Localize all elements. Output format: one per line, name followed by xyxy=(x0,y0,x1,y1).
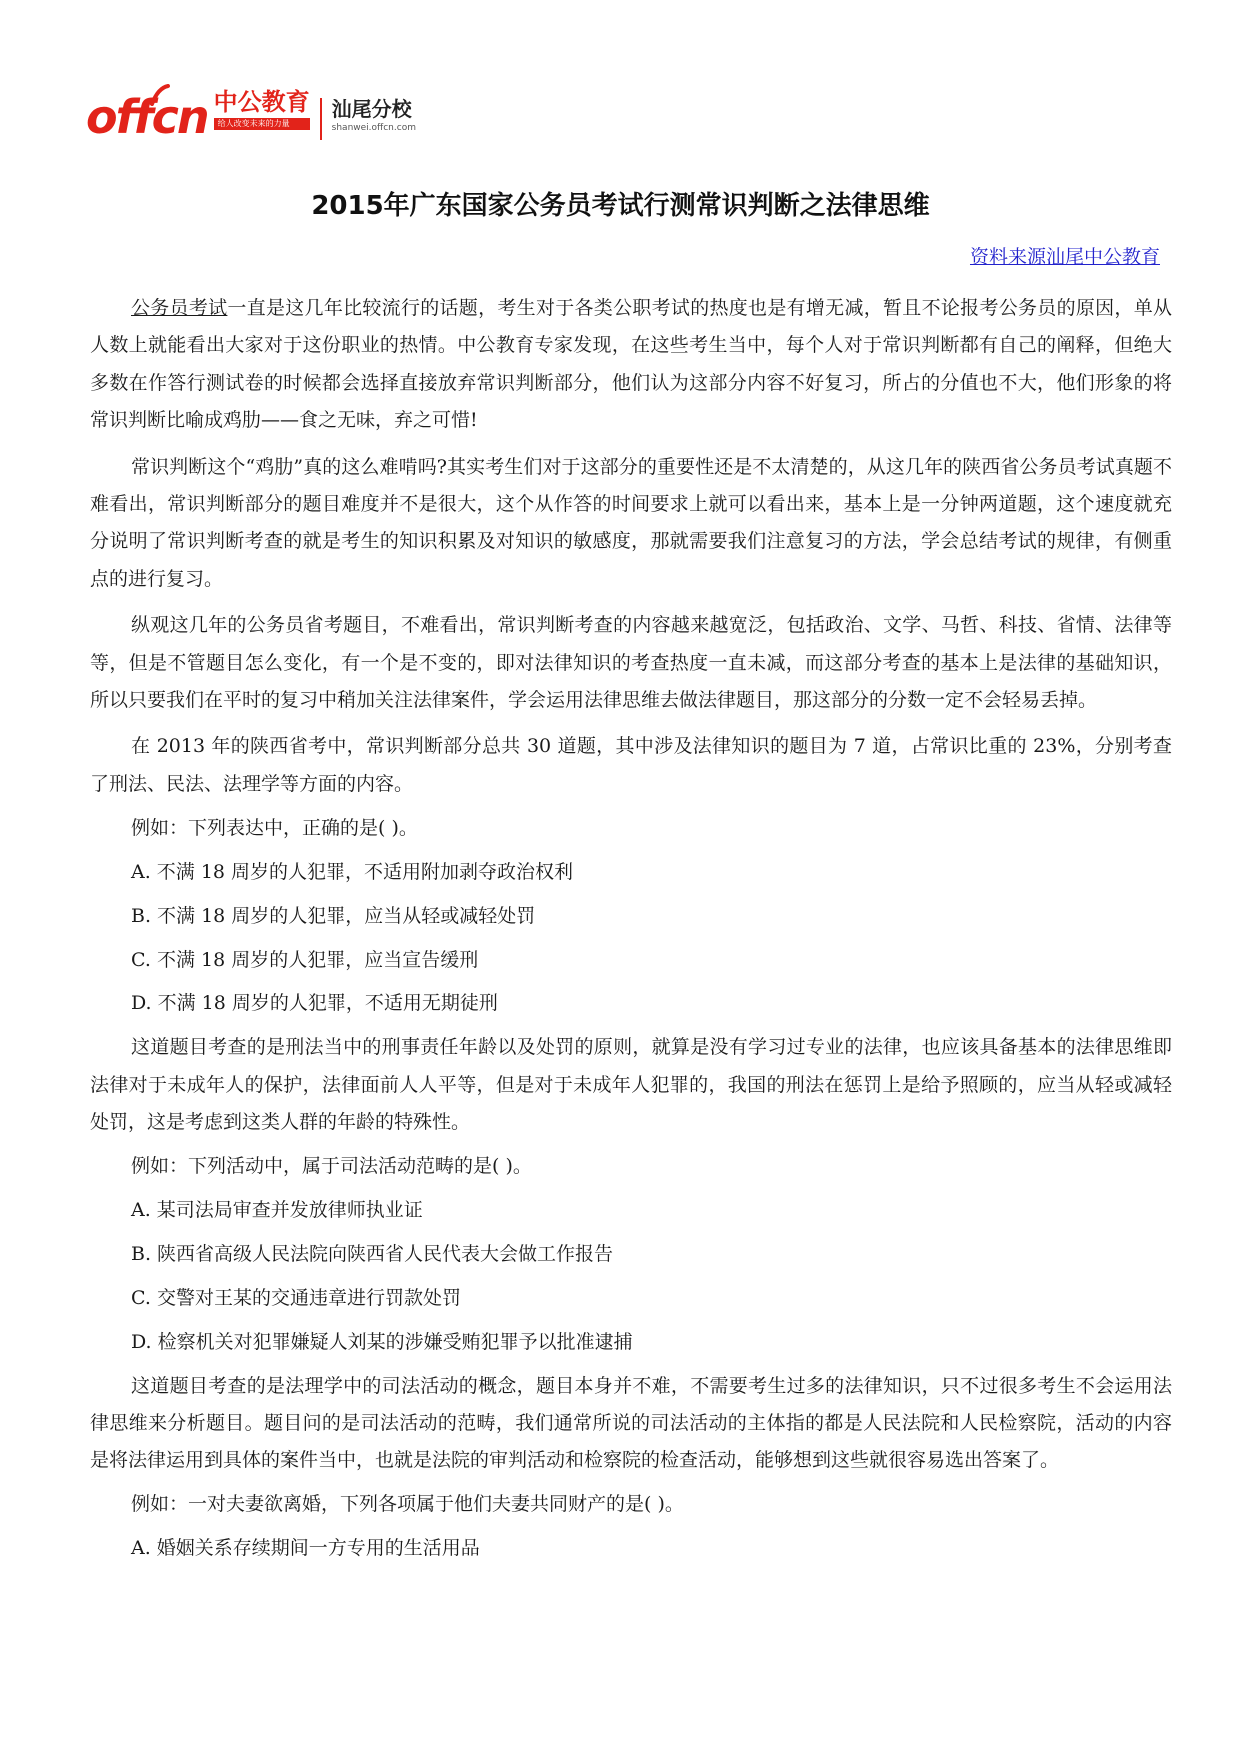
question-1: 例如：下列表达中，正确的是( )。 xyxy=(131,816,418,839)
question-2-explanation: 这道题目考查的是法理学中的司法活动的概念，题目本身并不难，不需要考生过多的法律知识，只不过很多考生不会运用法律思维来分析题目。题目问的是司法活动的范畴，我们通常所说的司法活动的主体指的都是人民法院和人民检察院，活动的内容是将法律运用到具体的案件当中，也就是法院的审判活动和检察院的检查活动，能够想到这些就很容易选出答案了。 xyxy=(90,1374,1172,1472)
paragraph-intro-text: 一直是这几年比较流行的话题，考生对于各类公职考试的热度也是有增无减，暂且不论报考公务员的原因，单从人数上就能看出大家对于这份职业的热情。中公教育专家发现，在这些考生当中，每个人对于常识判断都有自己的阐释，但绝大多数在作答行测试卷的时候都会选择直接放弃常识判断部分，他们认为这部分内容不好复习，所占的分值也不大，他们形象的将常识判断比喻成鸡肋——食之无味，弃之可惜! xyxy=(90,297,1172,432)
logo-divider xyxy=(320,98,322,140)
logo-arc-icon xyxy=(150,84,170,106)
page-title: 2015年广东国家公务员考试行测常识判断之法律思维 xyxy=(311,191,930,221)
source-link[interactable]: 资料来源汕尾中公教育 xyxy=(969,246,1160,268)
question-1-explanation: 这道题目考查的是刑法当中的刑事责任年龄以及处罚的原则，就算是没有学习过专业的法律，也应该具备基本的法律思维即法律对于未成年人的保护，法律面前人人平等，但是对于未成年人犯罪的，我国的刑法在惩罚上是给予照顾的，应当从轻或减轻处罚，这是考虑到这类人群的年龄的特殊性。 xyxy=(90,1036,1172,1134)
question-1-option-a: A. 不满 18 周岁的人犯罪，不适用附加剥夺政治权利 xyxy=(131,860,574,883)
question-2-option-d: D. 检察机关对犯罪嫌疑人刘某的涉嫌受贿犯罪予以批准逮捕 xyxy=(131,1330,633,1353)
paragraph-2: 常识判断这个“鸡肋”真的这么难啃吗?其实考生们对于这部分的重要性还是不太清楚的，从这几年的陕西省公务员考试真题不难看出，常识判断部分的题目难度并不是很大，这个从作答的时间要求上就可以看出来，基本上是一分钟两道题，这个速度就充分说明了常识判断考查的就是考生的知识积累及对知识的敏感度，那就需要我们注意复习的方法，学会总结考试的规律，有侧重点的进行复习。 xyxy=(90,455,1172,590)
question-2-option-b: B. 陕西省高级人民法院向陕西省人民代表大会做工作报告 xyxy=(131,1242,614,1265)
civil-service-exam-link[interactable]: 公务员考试 xyxy=(131,297,228,319)
logo-branch-url: shanwei.offcn.com xyxy=(331,123,416,133)
offcn-logo xyxy=(86,88,416,148)
logo-branch-name: 汕尾分校 xyxy=(331,97,412,121)
paragraph-4: 在 2013 年的陕西省考中，常识判断部分总共 30 道题，其中涉及法律知识的题目为 7 道，占常识比重的 23%，分别考查了刑法、民法、法理学等方面的内容。 xyxy=(90,735,1172,795)
question-1-option-b: B. 不满 18 周岁的人犯罪，应当从轻或减轻处罚 xyxy=(131,904,536,927)
question-2: 例如：下列活动中，属于司法活动范畴的是( )。 xyxy=(131,1155,532,1178)
paragraph-intro xyxy=(90,290,1172,440)
question-1-option-c: C. 不满 18 周岁的人犯罪，应当宣告缓刑 xyxy=(131,948,479,971)
question-2-option-c: C. 交警对王某的交通违章进行罚款处罚 xyxy=(131,1286,461,1309)
logo-slogan: 给人改变未来的力量 xyxy=(214,118,310,130)
question-1-option-d: D. 不满 18 周岁的人犯罪，不适用无期徒刑 xyxy=(131,992,498,1015)
question-3-option-a: A. 婚姻关系存续期间一方专用的生活用品 xyxy=(131,1537,480,1560)
article-body xyxy=(90,290,1172,1568)
paragraph-3: 纵观这几年的公务员省考题目，不难看出，常识判断考查的内容越来越宽泛，包括政治、文学、马哲、科技、省情、法律等等，但是不管题目怎么变化，有一个是不变的，即对法律知识的考查热度一直未减，而这部分考查的基本上是法律的基础知识，所以只要我们在平时的复习中稍加关注法律案件，学会运用法律思维去做法律题目，那这部分的分数一定不会轻易丢掉。 xyxy=(90,614,1172,712)
question-2-option-a: A. 某司法局审查并发放律师执业证 xyxy=(131,1198,423,1221)
logo-name: 中公教育 xyxy=(213,88,310,116)
question-3: 例如：一对夫妻欲离婚，下列各项属于他们夫妻共同财产的是( )。 xyxy=(131,1493,684,1516)
logo-brand: offcn xyxy=(86,90,208,144)
